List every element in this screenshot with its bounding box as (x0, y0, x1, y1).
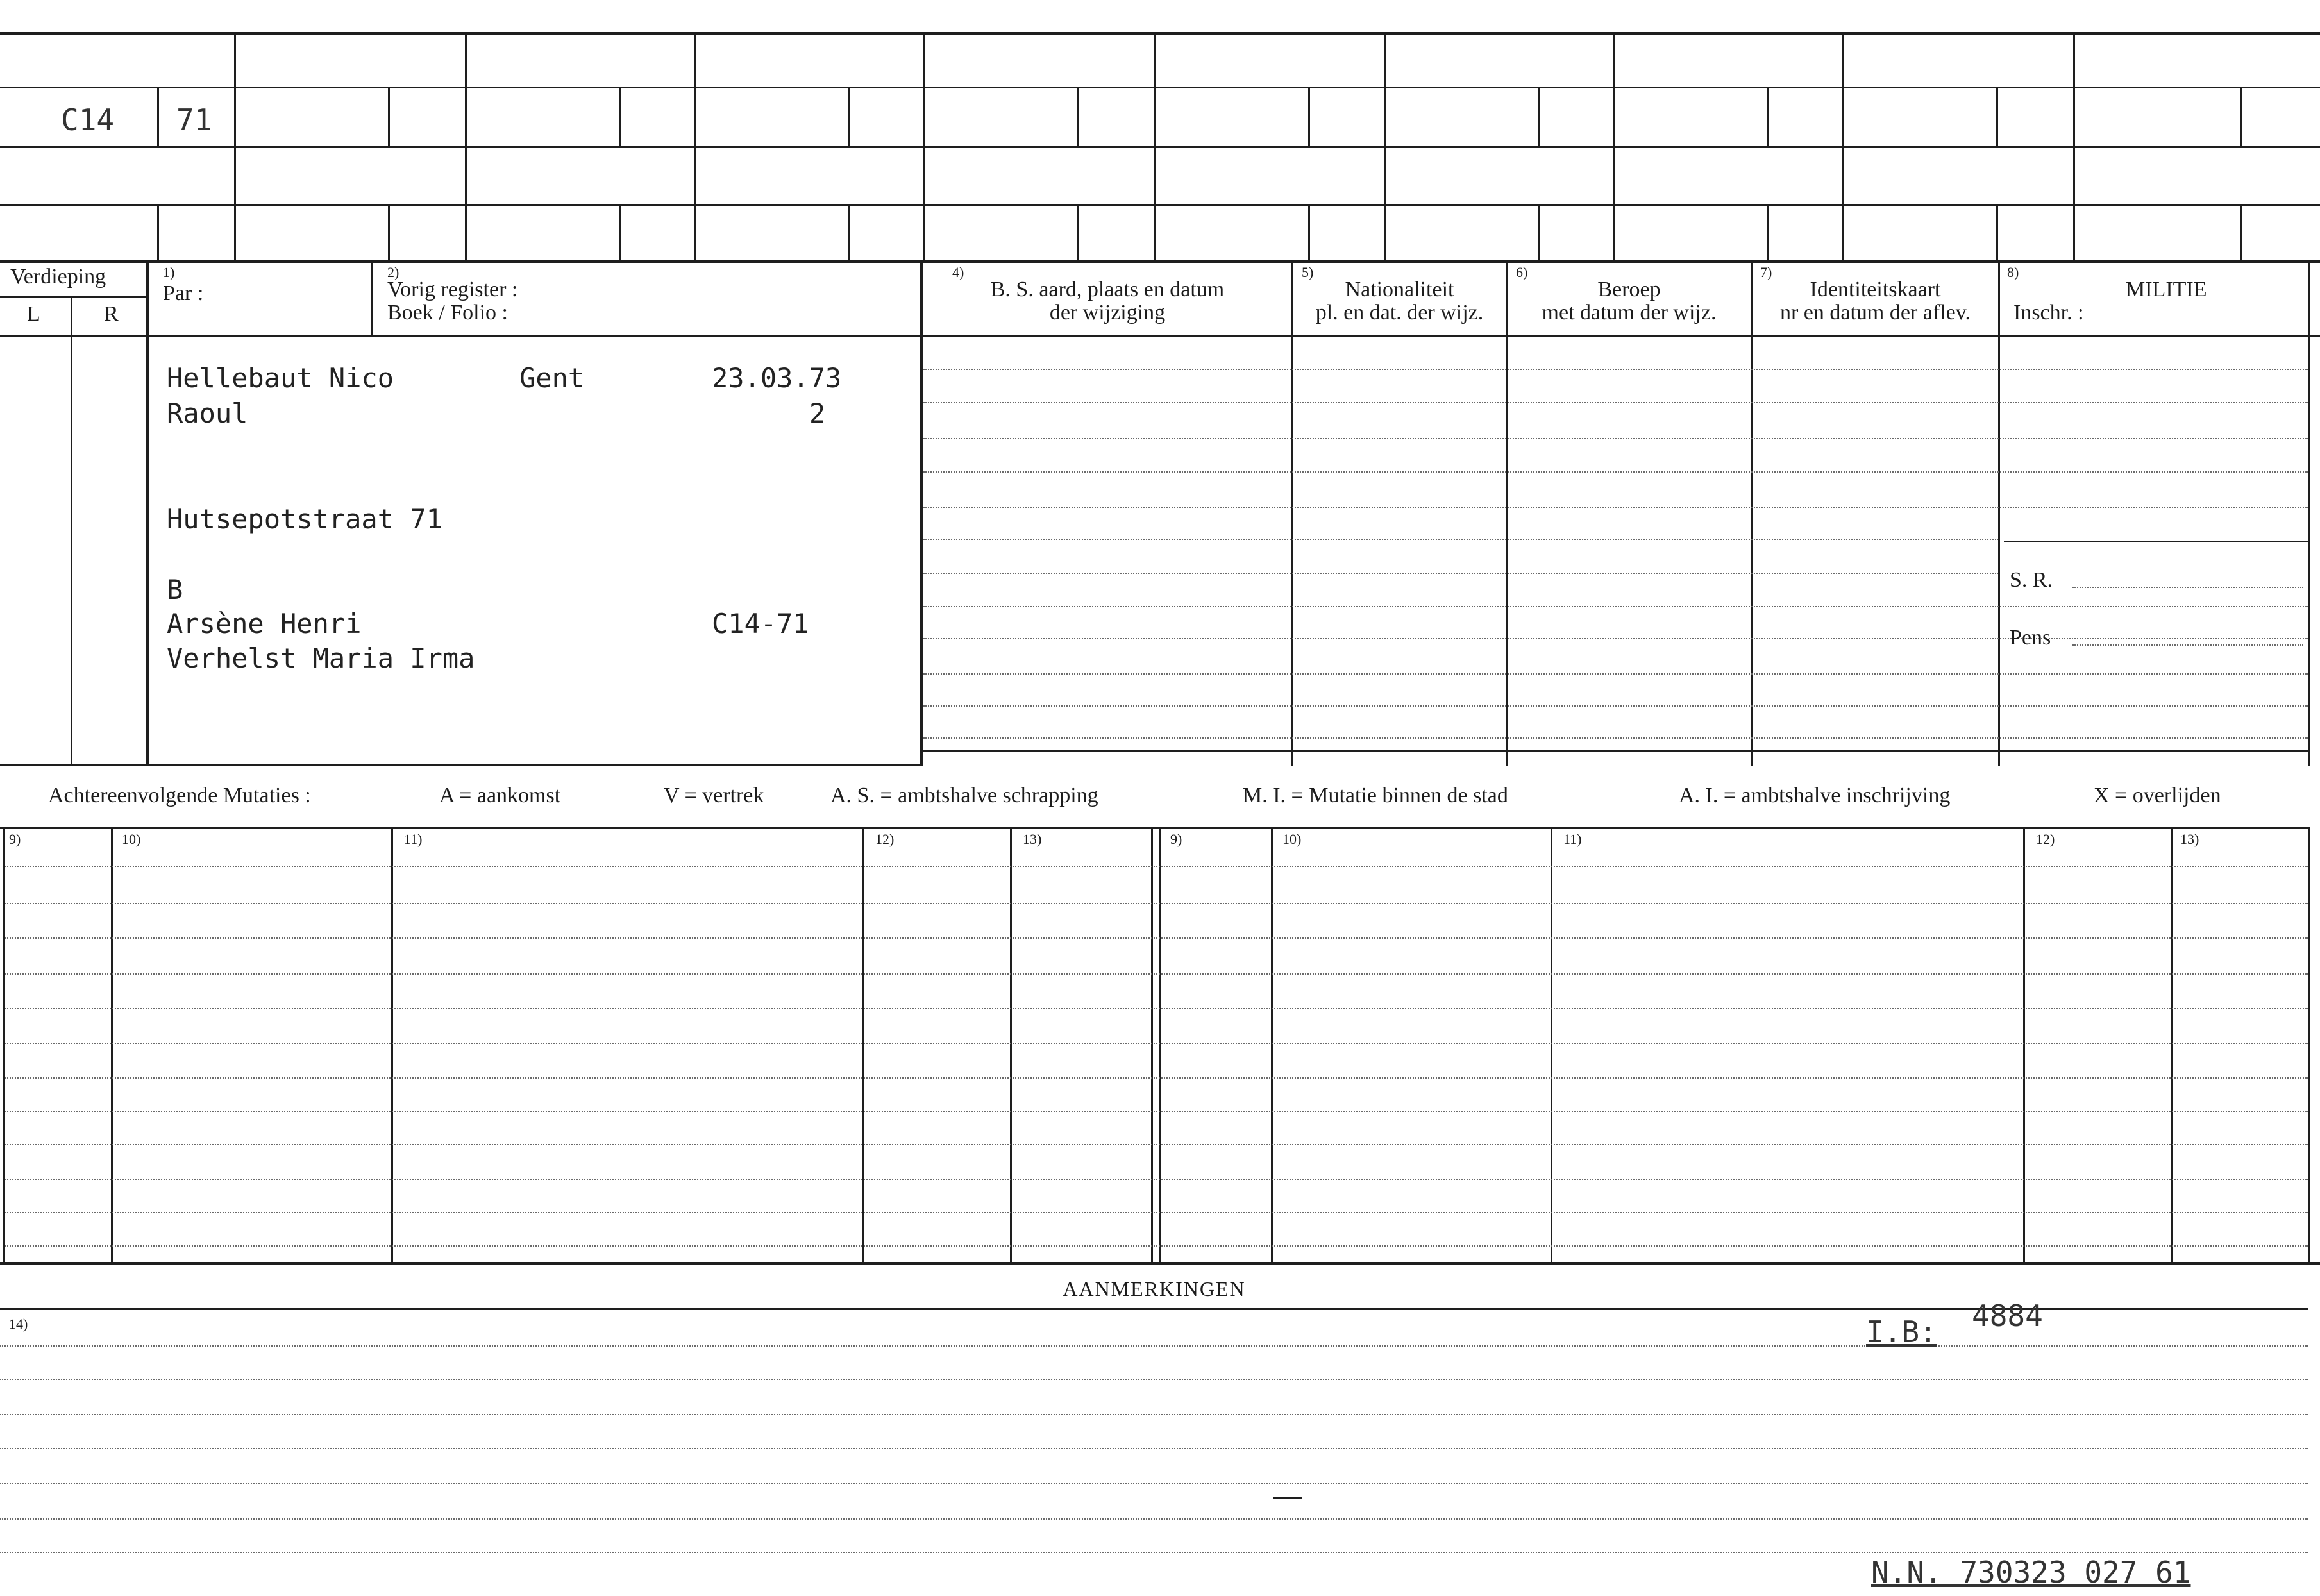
beroep-label-2: met datum der wijz. (1542, 301, 1717, 324)
person-name: Hellebaut Nico (167, 362, 394, 394)
mut-col-13-b: 13) (2180, 831, 2199, 847)
mother-name: Verhelst Maria Irma (167, 643, 475, 674)
legend-ai: A. I. = ambtshalve inschrijving (1679, 784, 1951, 807)
verdieping-label: Verdieping (10, 265, 106, 289)
bs-label-2: der wijziging (1049, 301, 1166, 324)
bs-num: 4) (952, 264, 964, 280)
birth-place: Gent (519, 362, 585, 394)
left-label: L (27, 302, 40, 326)
sex-code: 2 (809, 398, 826, 429)
id-label-2: nr en datum der aflev. (1779, 301, 1971, 324)
remarks-title: AANMERKINGEN (1063, 1277, 1246, 1300)
militie-label: MILITIE (2126, 278, 2207, 301)
boek-label: Boek / Folio : (387, 301, 508, 324)
top-code: C14 (61, 103, 115, 137)
second-name: Raoul (167, 398, 248, 429)
mut-col-11: 11) (404, 831, 423, 847)
national-number: N.N. 730323 027 61 (1871, 1555, 2191, 1590)
legend-mi: M. I. = Mutatie binnen de stad (1243, 784, 1508, 807)
bs-label: B. S. aard, plaats en datum (990, 278, 1225, 301)
id-label: Identiteitskaart (1810, 278, 1941, 301)
vorig-num: 2) (387, 264, 399, 280)
id-num: 7) (1760, 264, 1772, 280)
mut-col-12: 12) (875, 831, 895, 847)
legend-a: A = aankomst (439, 784, 561, 807)
status-code: B (167, 574, 183, 605)
legend-as: A. S. = ambtshalve schrapping (830, 784, 1098, 807)
beroep-num: 6) (1516, 264, 1528, 280)
beroep-label: Beroep (1597, 278, 1661, 301)
mut-col-9-b: 9) (1170, 831, 1182, 847)
mut-col-9: 9) (9, 831, 21, 847)
mut-col-10: 10) (122, 831, 141, 847)
pens-label: Pens (2010, 626, 2051, 650)
nat-num: 5) (1302, 264, 1314, 280)
ib-value: 4884 (1972, 1298, 2043, 1333)
nat-label-2: pl. en dat. der wijz. (1315, 301, 1484, 324)
mut-col-13: 13) (1023, 831, 1042, 847)
mut-col-12-b: 12) (2036, 831, 2055, 847)
father-name: Arsène Henri (167, 608, 362, 639)
address: Hutsepotstraat 71 (167, 503, 442, 535)
inschr-label: Inschr. : (2013, 301, 2084, 324)
militie-num: 8) (2007, 264, 2019, 280)
par-num: 1) (163, 264, 175, 280)
ib-label: I.B: (1866, 1315, 1937, 1349)
mut-col-11-b: 11) (1563, 831, 1582, 847)
nat-label: Nationaliteit (1345, 278, 1454, 301)
top-number: 71 (176, 103, 212, 137)
par-label: Par : (163, 281, 204, 305)
remarks-num: 14) (9, 1316, 28, 1332)
legend-intro: Achtereenvolgende Mutaties : (48, 784, 311, 807)
mut-col-10-b: 10) (1282, 831, 1302, 847)
birth-date: 23.03.73 (712, 362, 842, 394)
legend-x: X = overlijden (2094, 784, 2221, 807)
sr-label: S. R. (2010, 568, 2053, 592)
reference: C14-71 (712, 608, 809, 639)
vorig-label: Vorig register : (387, 278, 518, 301)
legend-v: V = vertrek (664, 784, 764, 807)
right-label: R (104, 302, 119, 326)
